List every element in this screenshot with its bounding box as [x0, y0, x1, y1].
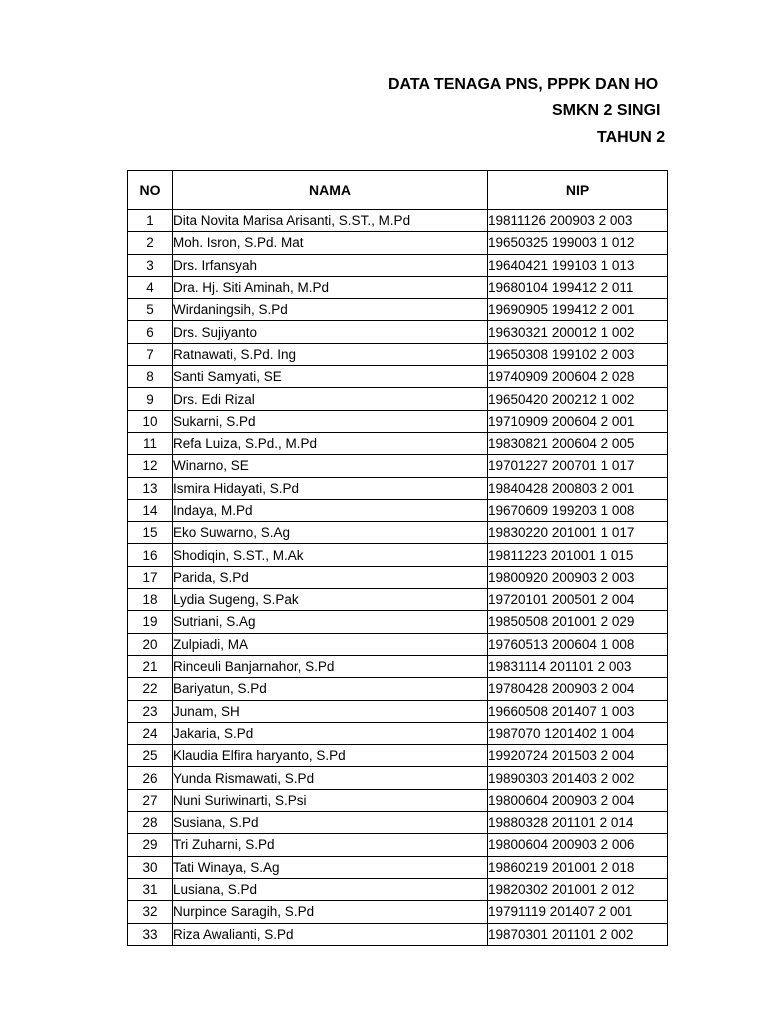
staff-name: Sukarni, S.Pd — [173, 410, 488, 432]
column-header-no: NO — [128, 171, 173, 210]
staff-nip: 19800604 200903 2 004 — [488, 789, 668, 811]
staff-nip: 19850508 201001 2 029 — [488, 611, 668, 633]
row-number: 25 — [128, 745, 173, 767]
row-number: 4 — [128, 276, 173, 298]
staff-name: Rinceuli Banjarnahor, S.Pd — [173, 655, 488, 677]
staff-nip: 19780428 200903 2 004 — [488, 678, 668, 700]
staff-nip: 19701227 200701 1 017 — [488, 455, 668, 477]
table-row — [128, 700, 668, 722]
row-number: 24 — [128, 722, 173, 744]
table-row — [128, 388, 668, 410]
staff-name: Dita Novita Marisa Arisanti, S.ST., M.Pd — [173, 210, 488, 232]
staff-name: Ismira Hidayati, S.Pd — [173, 477, 488, 499]
staff-nip: 19820302 201001 2 012 — [488, 878, 668, 900]
staff-name: Nuni Suriwinarti, S.Psi — [173, 789, 488, 811]
staff-nip: 19870301 201101 2 002 — [488, 923, 668, 945]
school-name-text: SMKN 2 SINGI — [552, 102, 661, 119]
table-row — [128, 566, 668, 588]
table-row — [128, 299, 668, 321]
table-row — [128, 499, 668, 521]
staff-name: Winarno, SE — [173, 455, 488, 477]
row-number: 31 — [128, 878, 173, 900]
table-row — [128, 678, 668, 700]
staff-name: Lusiana, S.Pd — [173, 878, 488, 900]
staff-nip: 19890303 201403 2 002 — [488, 767, 668, 789]
staff-nip: 19791119 201407 2 001 — [488, 901, 668, 923]
staff-name: Lydia Sugeng, S.Pak — [173, 589, 488, 611]
staff-name: Tati Winaya, S.Ag — [173, 856, 488, 878]
staff-nip: 19650325 199003 1 012 — [488, 232, 668, 254]
staff-nip: 19710909 200604 2 001 — [488, 410, 668, 432]
staff-name: Parida, S.Pd — [173, 566, 488, 588]
row-number: 29 — [128, 834, 173, 856]
row-number: 23 — [128, 700, 173, 722]
table-row — [128, 878, 668, 900]
table-row — [128, 432, 668, 454]
staff-nip: 19690905 199412 2 001 — [488, 299, 668, 321]
staff-name: Ratnawati, S.Pd. Ing — [173, 343, 488, 365]
document-title-text: DATA TENAGA PNS, PPPK DAN HO — [388, 76, 659, 93]
staff-name: Junam, SH — [173, 700, 488, 722]
staff-nip: 19650420 200212 1 002 — [488, 388, 668, 410]
row-number: 27 — [128, 789, 173, 811]
staff-nip: 19880328 201101 2 014 — [488, 812, 668, 834]
staff-name: Nurpince Saragih, S.Pd — [173, 901, 488, 923]
row-number: 3 — [128, 254, 173, 276]
table-body — [128, 210, 668, 946]
staff-nip: 19811223 201001 1 015 — [488, 544, 668, 566]
staff-name: Wirdaningsih, S.Pd — [173, 299, 488, 321]
staff-nip: 19830821 200604 2 005 — [488, 432, 668, 454]
table-row — [128, 722, 668, 744]
staff-table — [127, 170, 668, 946]
row-number: 20 — [128, 633, 173, 655]
staff-name: Santi Samyati, SE — [173, 366, 488, 388]
staff-nip: 1987070 1201402 1 004 — [488, 722, 668, 744]
row-number: 32 — [128, 901, 173, 923]
staff-nip: 19860219 201001 2 018 — [488, 856, 668, 878]
row-number: 16 — [128, 544, 173, 566]
row-number: 30 — [128, 856, 173, 878]
staff-nip: 19650308 199102 2 003 — [488, 343, 668, 365]
staff-nip: 19720101 200501 2 004 — [488, 589, 668, 611]
table-row — [128, 901, 668, 923]
row-number: 26 — [128, 767, 173, 789]
table-row — [128, 366, 668, 388]
staff-name: Tri Zuharni, S.Pd — [173, 834, 488, 856]
table-row — [128, 655, 668, 677]
column-header-nama: NAMA — [173, 171, 488, 210]
staff-name: Eko Suwarno, S.Ag — [173, 522, 488, 544]
table-row — [128, 812, 668, 834]
staff-name: Refa Luiza, S.Pd., M.Pd — [173, 432, 488, 454]
row-number: 1 — [128, 210, 173, 232]
staff-nip: 19800604 200903 2 006 — [488, 834, 668, 856]
row-number: 6 — [128, 321, 173, 343]
row-number: 18 — [128, 589, 173, 611]
table-row — [128, 611, 668, 633]
table-row — [128, 254, 668, 276]
table-row — [128, 210, 668, 232]
year-line-text: TAHUN 2 — [597, 129, 666, 146]
table-row — [128, 745, 668, 767]
table-row — [128, 589, 668, 611]
table-row — [128, 923, 668, 945]
table-row — [128, 232, 668, 254]
staff-name: Susiana, S.Pd — [173, 812, 488, 834]
table-row — [128, 477, 668, 499]
row-number: 33 — [128, 923, 173, 945]
staff-name: Drs. Sujiyanto — [173, 321, 488, 343]
table-row — [128, 767, 668, 789]
staff-nip: 19670609 199203 1 008 — [488, 499, 668, 521]
row-number: 22 — [128, 678, 173, 700]
row-number: 11 — [128, 432, 173, 454]
row-number: 13 — [128, 477, 173, 499]
staff-nip: 19920724 201503 2 004 — [488, 745, 668, 767]
row-number: 8 — [128, 366, 173, 388]
row-number: 21 — [128, 655, 173, 677]
staff-nip: 19630321 200012 1 002 — [488, 321, 668, 343]
row-number: 15 — [128, 522, 173, 544]
staff-name: Sutriani, S.Ag — [173, 611, 488, 633]
staff-nip: 19740909 200604 2 028 — [488, 366, 668, 388]
staff-name: Zulpiadi, MA — [173, 633, 488, 655]
row-number: 9 — [128, 388, 173, 410]
table-row — [128, 343, 668, 365]
year-line — [0, 128, 666, 148]
row-number: 5 — [128, 299, 173, 321]
staff-nip: 19760513 200604 1 008 — [488, 633, 668, 655]
staff-name: Drs. Edi Rizal — [173, 388, 488, 410]
table-row — [128, 633, 668, 655]
staff-name: Bariyatun, S.Pd — [173, 678, 488, 700]
row-number: 28 — [128, 812, 173, 834]
staff-nip: 19800920 200903 2 003 — [488, 566, 668, 588]
staff-name: Dra. Hj. Siti Aminah, M.Pd — [173, 276, 488, 298]
table-header-row — [128, 171, 668, 210]
staff-name: Yunda Rismawati, S.Pd — [173, 767, 488, 789]
staff-nip: 19830220 201001 1 017 — [488, 522, 668, 544]
table-row — [128, 544, 668, 566]
column-header-nip: NIP — [488, 171, 668, 210]
row-number: 19 — [128, 611, 173, 633]
staff-name: Riza Awalianti, S.Pd — [173, 923, 488, 945]
row-number: 10 — [128, 410, 173, 432]
table-row — [128, 410, 668, 432]
row-number: 2 — [128, 232, 173, 254]
table-row — [128, 321, 668, 343]
document-title — [0, 75, 666, 95]
table-row — [128, 856, 668, 878]
staff-name: Indaya, M.Pd — [173, 499, 488, 521]
row-number: 17 — [128, 566, 173, 588]
staff-name: Jakaria, S.Pd — [173, 722, 488, 744]
staff-name: Klaudia Elfira haryanto, S.Pd — [173, 745, 488, 767]
table-row — [128, 455, 668, 477]
staff-nip: 19680104 199412 2 011 — [488, 276, 668, 298]
staff-name: Shodiqin, S.ST., M.Ak — [173, 544, 488, 566]
row-number: 7 — [128, 343, 173, 365]
staff-nip: 19660508 201407 1 003 — [488, 700, 668, 722]
staff-nip: 19640421 199103 1 013 — [488, 254, 668, 276]
staff-nip: 19831114 201101 2 003 — [488, 655, 668, 677]
table-row — [128, 522, 668, 544]
table-row — [128, 834, 668, 856]
row-number: 12 — [128, 455, 173, 477]
staff-name: Moh. Isron, S.Pd. Mat — [173, 232, 488, 254]
staff-nip: 19840428 200803 2 001 — [488, 477, 668, 499]
staff-nip: 19811126 200903 2 003 — [488, 210, 668, 232]
table-row — [128, 789, 668, 811]
school-name — [0, 101, 666, 121]
table-row — [128, 276, 668, 298]
row-number: 14 — [128, 499, 173, 521]
staff-name: Drs. Irfansyah — [173, 254, 488, 276]
